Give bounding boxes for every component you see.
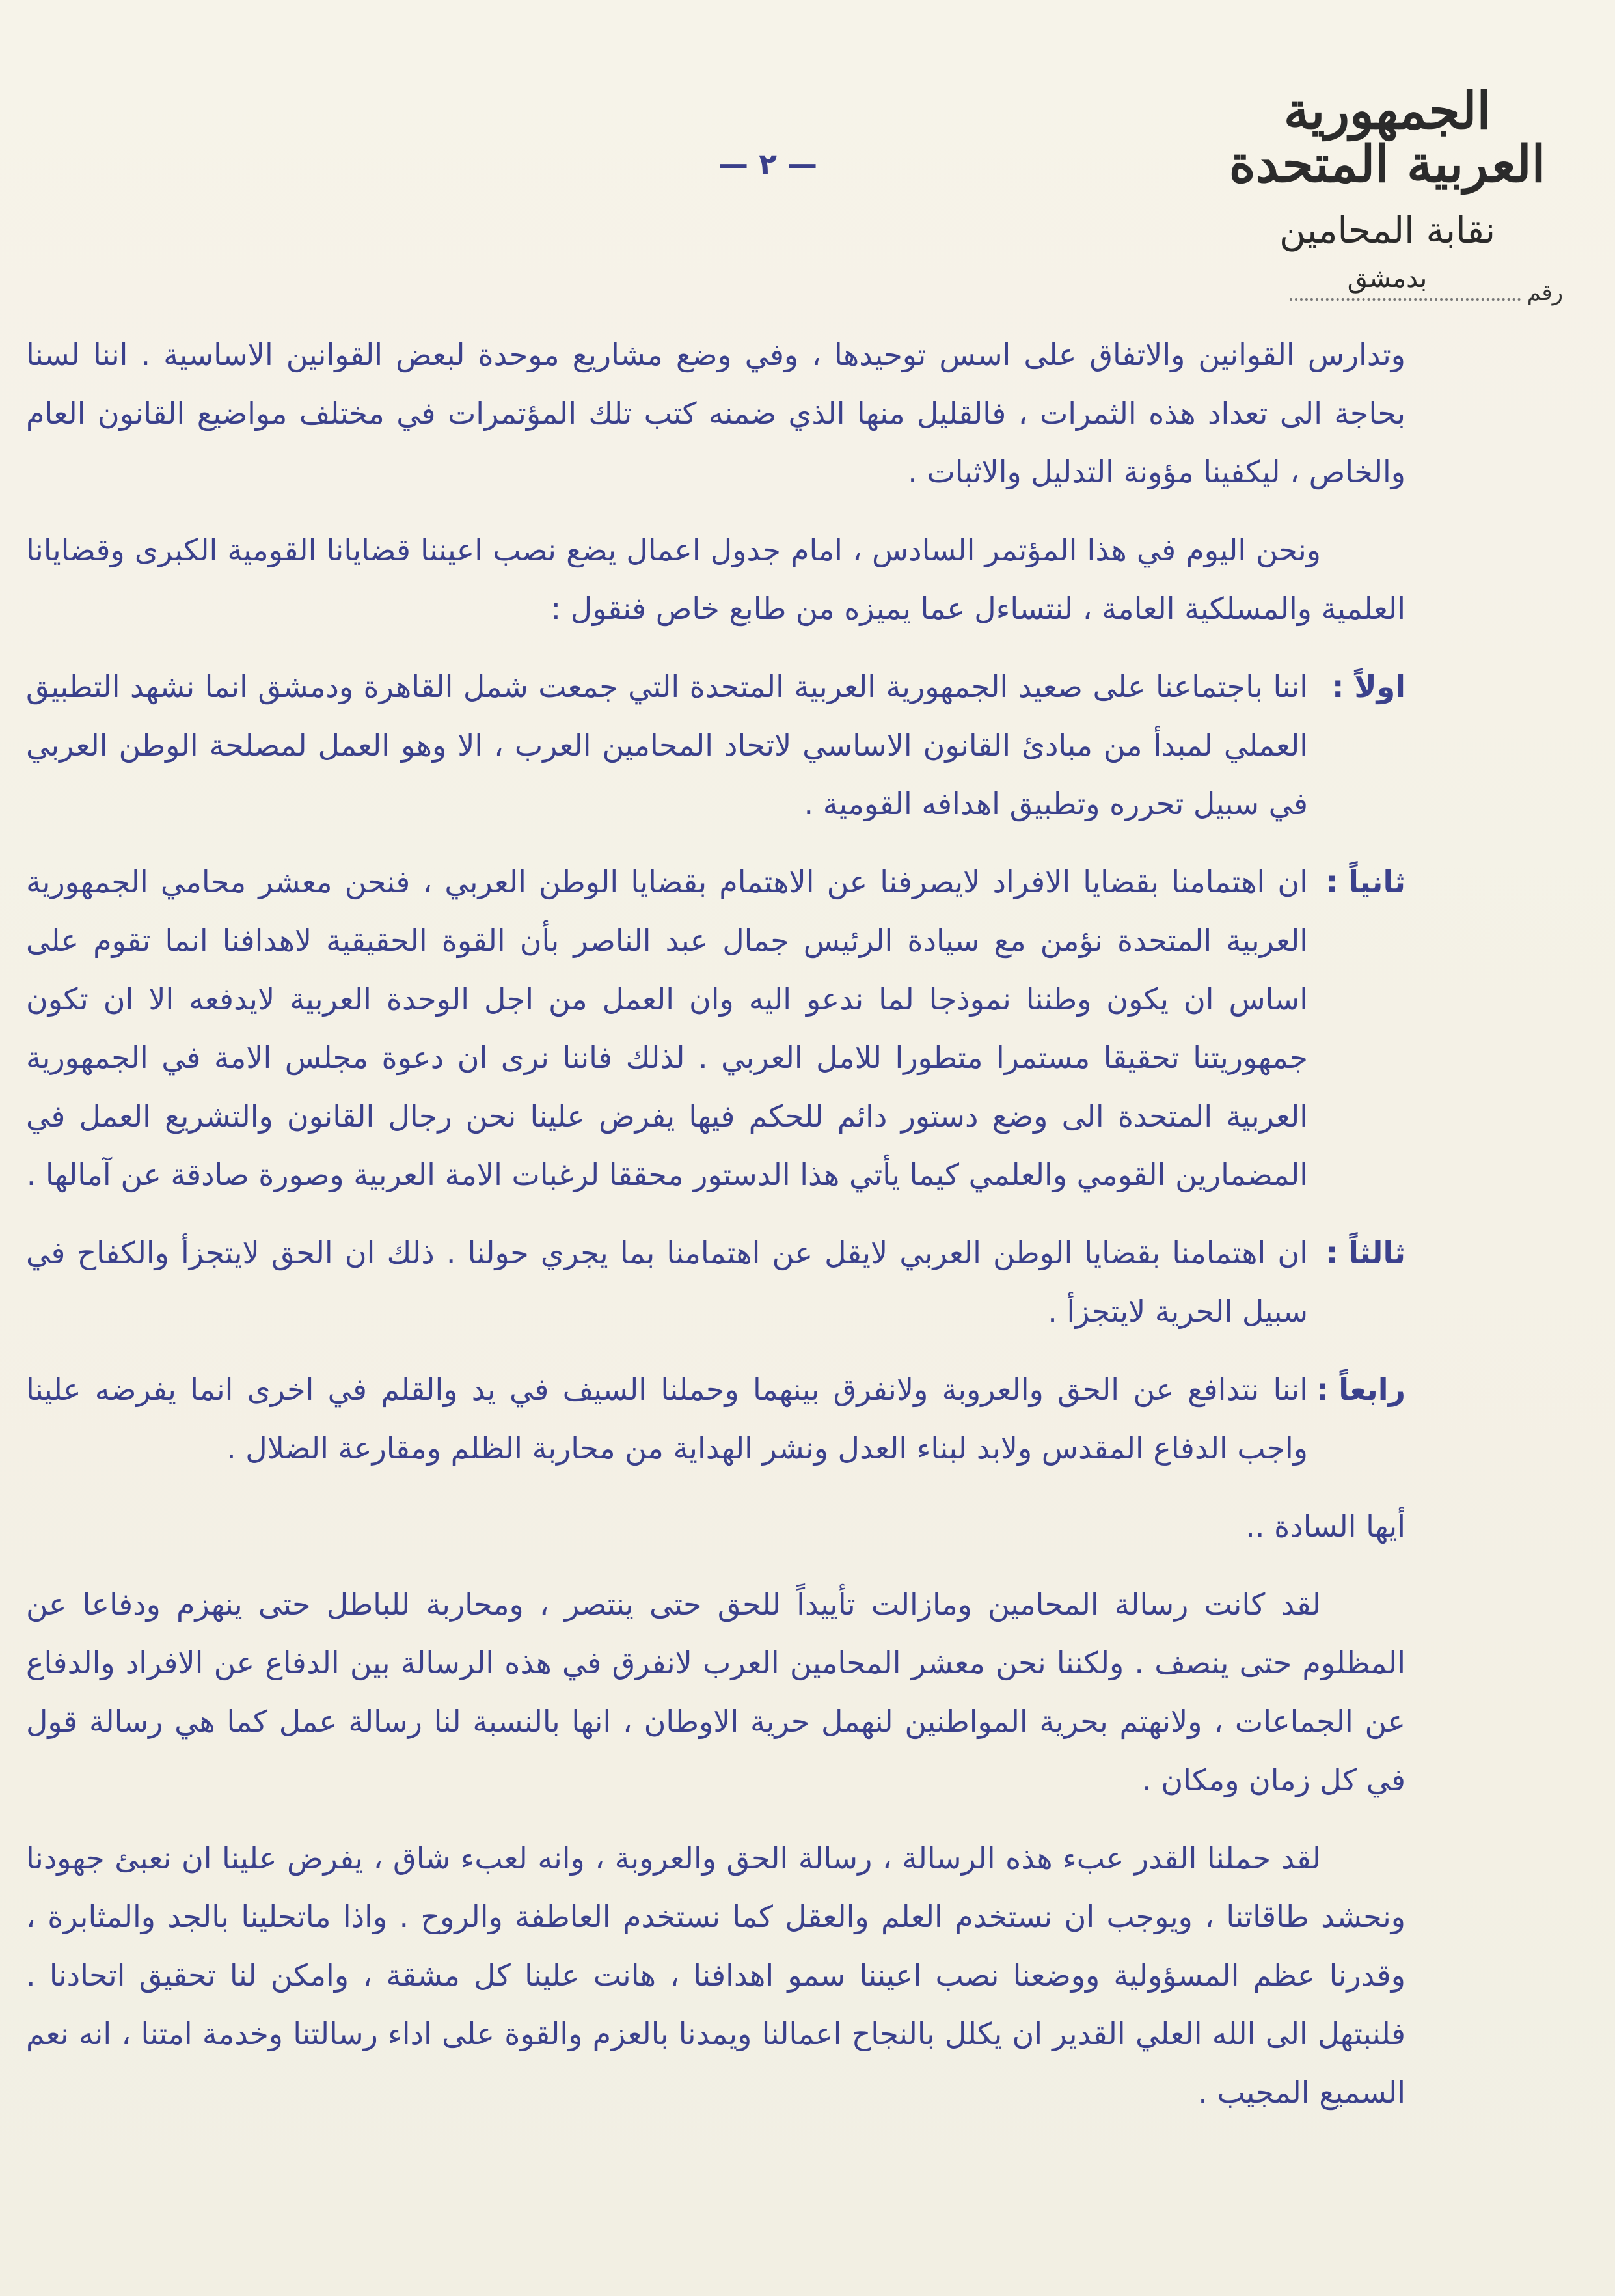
section-text: اننا باجتماعنا على صعيد الجمهورية العربية المتحدة التي جمعت شمل القاهرة ودمشق انما نشهد التطبيق العملي لمبدأ من مبادئ القانون الاساسي لاتحاد المحامين العرب ، الا وهو العمل لمصلحة الوطن العربي في سبيل تحرره وتطبيق اهدافه القومية . <box>26 669 1308 821</box>
letterhead-country: الجمهورية العربية المتحدة <box>1228 81 1546 194</box>
document-body <box>26 325 1405 2141</box>
letterhead-organization: نقابة المحامين <box>1279 209 1496 252</box>
letterhead-city: بدمشق <box>1347 263 1428 294</box>
paragraph-closing-prayer: لقد حملنا القدر عبء هذه الرسالة ، رسالة الحق والعروبة ، وانه لعبء شاق ، يفرض علينا ان نعبئ جهودنا ونحشد طاقاتنا ، ويوجب ان نستخدم العلم والعقل كما نستخدم العاطفة والروح . واذا ماتحلينا بالجد والمثابرة ، وقدرنا عظم المسؤولية ووضعنا نصب اعيننا سمو اهدافنا ، هانت علينا كل مشقة ، وامكن لنا تحقيق اتحادنا . فلنبتهل الى الله العلي القدير ان يكلل بالنجاح اعمالنا ويمدنا بالعزم والقوة على اداء رسالتنا وخدمة امتنا ، انه نعم السميع المجيب . <box>26 1840 1405 2110</box>
page-number: — ٢ — <box>718 146 818 182</box>
paragraph-lawyers-mission: لقد كانت رسالة المحامين ومازالت تأييداً للحق حتى ينتصر ، ومحاربة للباطل حتى ينهزم ودفاعا عن المظلوم حتى ينصف . ولكننا نحن معشر المحامين العرب لانفرق في هذه الرسالة بين الدفاع عن الافراد والدفاع عن الجماعات ، ولانهتم بحرية المواطنين لنهمل حرية الاوطان ، انها بالنسبة لنا رسالة عمل كما هي رسالة قول في كل زمان ومكان . <box>26 1587 1405 1797</box>
section-label: ثانياً : <box>1325 864 1405 899</box>
section-first <box>26 657 1405 833</box>
section-label: رابعاً : <box>1316 1372 1405 1407</box>
section-fourth <box>26 1360 1405 1477</box>
section-label: اولاً : <box>1331 669 1405 704</box>
reference-number-field <box>1290 280 1563 306</box>
section-second <box>26 853 1405 1204</box>
paragraph-intro-continuation: وتدارس القوانين والاتفاق على اسس توحيدها ، وفي وضع مشاريع موحدة لبعض القوانين الاساسية . اننا لسنا بحاجة الى تعداد هذه الثمرات ، فالقليل منها الذي ضمنه كتب تلك المؤتمرات في مختلف مواضيع القانون العام والخاص ، ليكفينا مؤونة التدليل والاثبات . <box>26 337 1405 489</box>
section-text: ان اهتمامنا بقضايا الوطن العربي لايقل عن اهتمامنا بما يجري حولنا . ذلك ان الحق لايتجزأ والكفاح في سبيل الحرية لايتجزأ . <box>26 1235 1308 1329</box>
reference-label: رقم <box>1527 280 1563 306</box>
section-text: ان اهتمامنا بقضايا الافراد لايصرفنا عن الاهتمام بقضايا الوطن العربي ، فنحن معشر محامي الجمهورية العربية المتحدة نؤمن مع سيادة الرئيس جمال عبد الناصر بأن القوة الحقيقية لاهدافنا انما تقوم على اساس ان يكون وطننا نموذجا لما ندعو اليه وان العمل من اجل الوحدة العربية لايدفعه الا ان تكون جمهوريتنا تحقيقا مستمرا متطورا للامل العربي . لذلك فاننا نرى ان دعوة مجلس الامة في الجمهورية العربية المتحدة الى وضع دستور دائم للحكم فيها يفرض علينا نحن رجال القانون والتشريع العمل في المضمارين القومي والعلمي كيما يأتي هذا الدستور محققا لرغبات الامة العربية وصورة صادقة عن آمالها . <box>26 864 1308 1192</box>
section-text: اننا نتدافع عن الحق والعروبة ولانفرق بينهما وحملنا السيف في يد والقلم في اخرى انما يفرضه علينا واجب الدفاع المقدس ولابد لبناء العدل ونشر الهداية من محاربة الظلم ومقارعة الضلال . <box>26 1372 1308 1466</box>
salutation: أيها السادة .. <box>1245 1509 1405 1544</box>
letterhead <box>1212 81 1563 294</box>
section-label: ثالثاً : <box>1325 1235 1405 1270</box>
section-third <box>26 1223 1405 1341</box>
paragraph-sixth-conference: ونحن اليوم في هذا المؤتمر السادس ، امام جدول اعمال يضع نصب اعيننا قضايانا القومية الكبرى وقضايانا العلمية والمسلكية العامة ، لنتساءل عما يميزه من طابع خاص فنقول : <box>26 532 1405 626</box>
reference-dotted-line <box>1290 294 1521 301</box>
